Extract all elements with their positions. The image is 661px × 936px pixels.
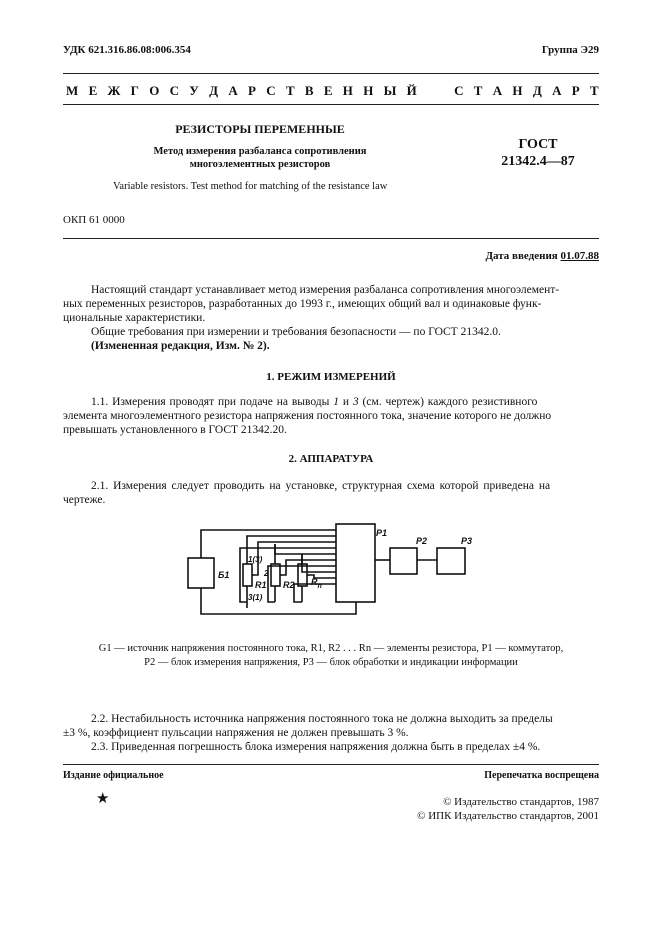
diagram-caption-line2: P2 — блок измерения напряжения, P3 — блок обработки и индикации информации xyxy=(144,657,518,668)
interstate-standard-title: М Е Ж Г О С У Д А Р С Т В Е Н Н Ы Й С Т А Н Д А Р Т xyxy=(66,83,599,98)
reprint-prohibited: Перепечатка воспрещена xyxy=(484,770,599,781)
okp-code: ОКП 61 0000 xyxy=(63,214,125,226)
diagram-caption-line1: G1 — источник напряжения постоянного тока, R1, R2 . . . Rn — элементы резистора, P1 — коммутатор, xyxy=(98,643,564,654)
group-code: Группа Э29 xyxy=(541,44,599,56)
section1-line1: 1.1. Измерения проводят при подаче на выводы 1 и 3 (см. чертеж) каждого резистивного xyxy=(91,396,538,408)
intro-p2: Общие требования при измерении и требования безопасности — по ГОСТ 21342.0. xyxy=(91,326,501,338)
pin3-label: 3(1) xyxy=(248,593,263,602)
r1-label: R1 xyxy=(255,580,267,590)
copyright-1987: © Издательство стандартов, 1987 xyxy=(443,796,599,808)
block-diagram xyxy=(180,518,490,628)
date-intro-label: Дата введения xyxy=(485,250,558,262)
copyright-2001: © ИПК Издательство стандартов, 2001 xyxy=(417,810,599,822)
section2-line1: 2.1. Измерения следует проводить на установке, структурная схема которой приведена на xyxy=(91,480,551,492)
document-subtitle-line2: многоэлементных резисторов xyxy=(189,159,331,170)
g1-source-box xyxy=(188,558,214,588)
rule-under-title xyxy=(63,104,599,105)
document-subtitle-line1: Метод измерения разбаланса сопротивления xyxy=(153,146,367,157)
date-intro-value: 01.07.88 xyxy=(560,250,599,262)
gost-number: 21342.4—87 xyxy=(501,154,575,169)
p1-label: P1 xyxy=(376,528,388,538)
rn-label: $R_n$ xyxy=(311,577,322,590)
gost-label: ГОСТ xyxy=(518,137,558,152)
p2-measure-box xyxy=(390,548,417,574)
section1-line2: элемента многоэлементного резистора напряжения постоянного тока, значение которого не должно xyxy=(63,410,552,422)
g1-label: Б1 xyxy=(218,570,230,580)
intro-p1-line3: циональные характеристики. xyxy=(63,312,206,324)
r2-label: R2 xyxy=(283,580,295,590)
official-edition: Издание официальное xyxy=(63,770,164,781)
amendment-note: (Измененная редакция, Изм. № 2). xyxy=(91,340,270,352)
footer-rule xyxy=(63,764,599,765)
p3-display-box xyxy=(437,548,465,574)
section2-heading: 2. АППАРАТУРА xyxy=(288,453,374,465)
section1-line3: превышать установленного в ГОСТ 21342.20. xyxy=(63,424,287,436)
p2-label: P2 xyxy=(416,536,428,546)
document-title: РЕЗИСТОРЫ ПЕРЕМЕННЫЕ xyxy=(175,122,345,136)
r1-resistor xyxy=(243,564,252,586)
udk-code: УДК 621.316.86.08:006.354 xyxy=(63,44,191,56)
pin1-label: 1(3) xyxy=(248,555,263,564)
clause-2-2-line1: 2.2. Нестабильность источника напряжения постоянного тока не должна выходить за пределы xyxy=(91,713,553,725)
top-rule xyxy=(63,73,599,74)
section1-heading: 1. РЕЖИМ ИЗМЕРЕНИЙ xyxy=(266,371,396,383)
clause-2-2-line2: ±3 %, коэффициент пульсации напряжения не должен превышать 3 %. xyxy=(63,727,409,739)
star-mark: ★ xyxy=(96,791,110,807)
english-title: Variable resistors. Test method for matching of the resistance law xyxy=(113,181,388,192)
intro-p1-line1: Настоящий стандарт устанавливает метод измерения разбаланса сопротивления многоэлемент- xyxy=(91,284,560,296)
rule-under-okp xyxy=(63,238,599,239)
p1-commutator-box xyxy=(336,524,375,602)
intro-p1-line2: ных переменных резисторов, разработанных до 1993 г., имеющих общий вал и одинаковые функ- xyxy=(63,298,542,310)
pin2-label: 2 xyxy=(264,569,269,578)
clause-2-3: 2.3. Приведенная погрешность блока измерения напряжения должна быть в пределах ±4 %. xyxy=(91,741,541,753)
date-intro xyxy=(485,250,599,262)
section2-line2: чертеже. xyxy=(63,494,106,506)
r2-resistor xyxy=(271,564,280,586)
p3-label: P3 xyxy=(461,536,473,546)
